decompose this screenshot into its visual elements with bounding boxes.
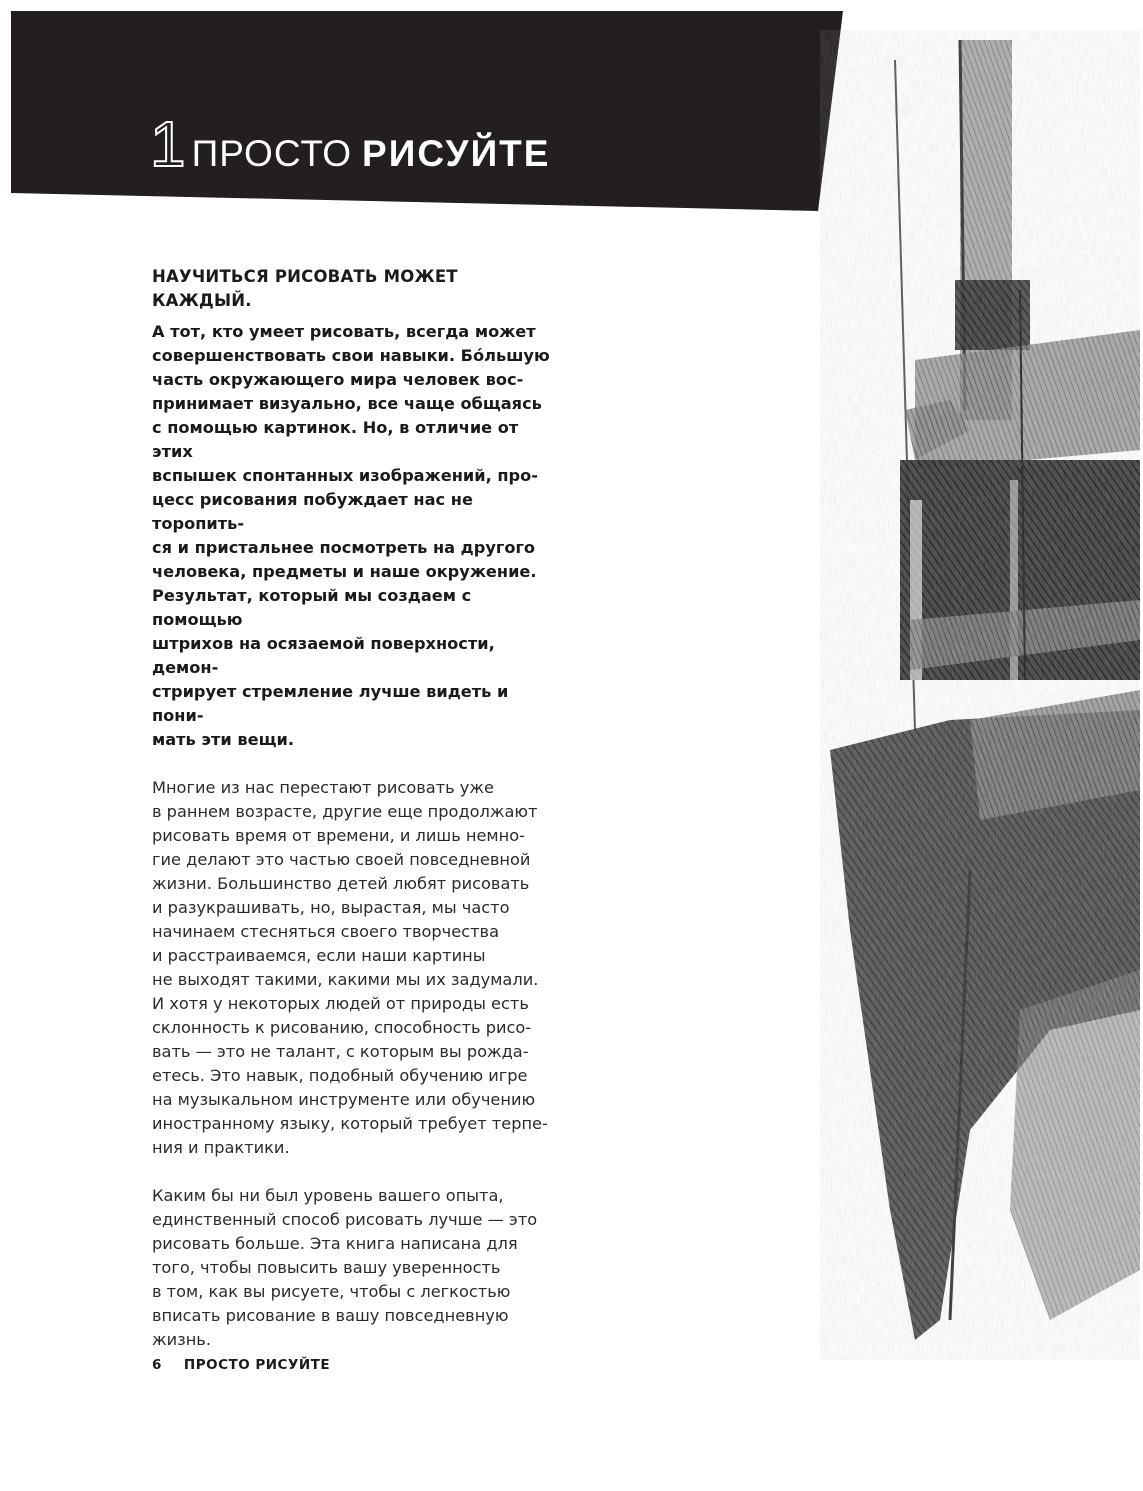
chapter-number: 1 <box>150 108 186 180</box>
chapter-title-bold: РИСУЙТЕ <box>362 133 551 174</box>
lead-paragraph: А тот, кто умеет рисовать, всегда может совершенствовать свои навыки. Бóльшую часть окружающего мира человек вос- принимает визуально, все чаще общаясь с помощью картинок. Но, в отличие от этих вспышек спонтанных изображений, про- цесс рисования побуждает нас не торопить- ся и пристальнее посмотреть на другого человека, предметы и наше окружение. Результат, который мы создаем с помощью штрихов на осязаемой поверхности, демон- стрирует стремление лучше видеть и пони- мать эти вещи. <box>152 322 550 749</box>
running-title: ПРОСТО РИСУЙТЕ <box>183 1357 331 1373</box>
body-paragraph-1: Многие из нас перестают рисовать уже в раннем возрасте, другие еще продолжают рисовать время от времени, и лишь немно- гие делают это частью своей повседневной жизни. Большинство детей любят рисовать и разукрашивать, но, вырастая, мы часто начинаем стесняться своего творчества и расстраиваемся, если наши картины не выходят такими, какими мы их задумали. И хотя у некоторых людей от природы есть склонность к рисованию, способность рисо- вать — это не талант, с которым вы рожда- етесь. Это навык, подобный обучению игре на музыкальном инструменте или обучению иностранному языку, который требует терпе- ния и практики. <box>152 778 548 1157</box>
pencil-sketch-illustration <box>820 30 1140 1360</box>
chapter-title-light: ПРОСТО <box>191 133 353 174</box>
intro-heading: НАУЧИТЬСЯ РИСОВАТЬ МОЖЕТ КАЖДЫЙ. <box>152 267 458 310</box>
chapter-title <box>150 104 551 180</box>
body-paragraph-2: Каким бы ни был уровень вашего опыта, единственный способ рисовать лучше — это рисовать больше. Эта книга написана для того, чтобы повысить вашу уверенность в том, как вы рисуете, чтобы с легкостью вписать рисование в вашу повседневную жизнь. <box>152 1186 538 1349</box>
main-text-column <box>152 265 562 1352</box>
page-number: 6 <box>152 1357 162 1373</box>
page-footer <box>152 1357 330 1373</box>
